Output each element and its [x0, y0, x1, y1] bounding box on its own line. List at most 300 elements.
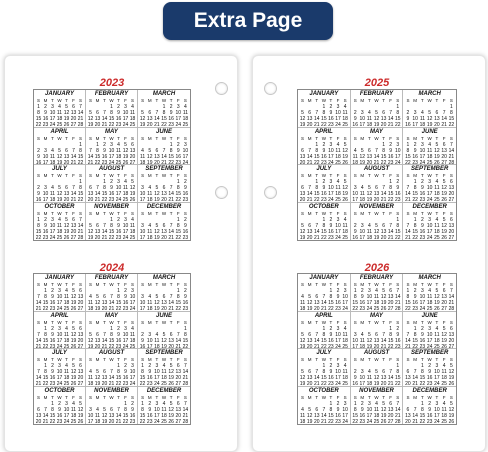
day-number: 6	[96, 110, 99, 116]
day-number: 9	[37, 191, 40, 197]
day-number: 23	[42, 122, 49, 128]
day-number: 26	[70, 381, 77, 387]
day-number: 1	[406, 288, 410, 294]
weekday-letter: S	[78, 135, 82, 141]
day-grid	[404, 363, 455, 387]
day-number: 5	[435, 288, 439, 294]
day-number: 2	[141, 331, 144, 338]
weekday-letter: T	[155, 135, 159, 141]
day-number: 21	[168, 234, 174, 240]
day-number: 16	[352, 234, 358, 240]
weekday-letter: T	[169, 210, 173, 216]
day-number: 8	[51, 406, 54, 413]
day-number: 24	[56, 343, 63, 349]
day-number: 18	[87, 306, 94, 312]
day-number: 10	[359, 228, 366, 235]
day-number: 15	[387, 337, 394, 344]
day-number: 14	[448, 147, 455, 154]
day-number: 23	[328, 122, 334, 128]
weekday-letter: W	[321, 98, 326, 103]
day-number: 22	[328, 418, 334, 424]
year-title: 2023	[99, 77, 125, 89]
weekday-letter: S	[183, 135, 187, 141]
day-number: 10	[359, 375, 366, 381]
month-name: NOVEMBER	[94, 387, 129, 394]
day-number: 20	[70, 116, 77, 122]
day-number: 23	[115, 343, 122, 349]
day-number: 4	[368, 369, 371, 375]
day-number: 13	[129, 147, 136, 154]
day-number: 12	[168, 369, 174, 375]
day-number: 1	[421, 363, 424, 369]
day-number: 8	[322, 331, 326, 338]
day-number: 14	[380, 191, 387, 197]
month-name: DECEMBER	[146, 387, 182, 394]
weekday-letter: S	[141, 98, 145, 103]
day-number: 5	[368, 185, 371, 191]
day-number: 1	[396, 363, 400, 369]
day-number: 21	[380, 197, 387, 203]
day-number: 25	[342, 122, 348, 128]
day-number: 16	[108, 191, 115, 197]
weekday-letter: T	[435, 357, 439, 362]
day-number: 23	[394, 197, 401, 203]
day-number: 23	[56, 418, 63, 424]
day-number: 14	[394, 294, 401, 300]
day-number: 15	[321, 375, 327, 381]
day-number: 18	[161, 412, 167, 419]
day-number: 6	[308, 110, 312, 116]
day-number: 2	[413, 141, 417, 148]
day-number: 14	[441, 116, 447, 122]
day-number: 20	[108, 418, 115, 424]
weekday-letter: W	[321, 282, 326, 287]
day-number: 20	[380, 122, 387, 128]
day-number: 23	[419, 343, 426, 349]
weekday-letter: M	[413, 357, 418, 362]
day-number: 4	[51, 185, 54, 191]
day-number: 20	[299, 197, 306, 203]
day-number: 18	[434, 228, 440, 235]
day-number: 2	[148, 400, 152, 407]
day-number: 5	[442, 325, 446, 332]
weekday-letter: F	[124, 98, 127, 103]
day-number: 21	[77, 116, 84, 122]
month-april	[34, 312, 86, 350]
weekday-letter: S	[36, 282, 40, 287]
day-number: 20	[380, 381, 387, 387]
day-number: 20	[154, 159, 160, 165]
day-number: 3	[184, 141, 187, 148]
day-number: 21	[87, 159, 94, 165]
day-number: 17	[342, 300, 348, 306]
day-number: 9	[353, 116, 357, 122]
day-number: 8	[421, 369, 424, 375]
day-number: 27	[70, 122, 77, 128]
months-grid	[297, 273, 457, 425]
day-number: 13	[77, 331, 84, 338]
weekday-letter: S	[88, 319, 92, 325]
day-number: 18	[426, 153, 433, 160]
day-number: 24	[426, 234, 433, 240]
day-number: 2	[58, 400, 61, 407]
day-number: 4	[65, 325, 68, 332]
day-number: 20	[306, 122, 313, 128]
day-number: 19	[154, 234, 160, 240]
day-number: 15	[419, 412, 426, 419]
day-number: 20	[306, 343, 313, 349]
day-number: 9	[406, 116, 410, 122]
day-number: 6	[382, 222, 385, 229]
weekday-letter: F	[442, 135, 446, 141]
weekday-letter: S	[78, 210, 82, 216]
day-number: 19	[129, 191, 136, 197]
weekday-letter: W	[374, 282, 379, 287]
day-number: 26	[434, 159, 440, 165]
day-number: 10	[146, 337, 153, 344]
weekday-letter: M	[307, 394, 312, 400]
day-number: 6	[406, 406, 410, 413]
day-number: 11	[63, 331, 70, 338]
weekday-letter: S	[301, 282, 305, 287]
day-number: 24	[122, 343, 129, 349]
day-number: 22	[77, 197, 84, 203]
day-number: 11	[299, 300, 306, 306]
day-number: 10	[335, 369, 341, 375]
day-number: 10	[115, 185, 122, 191]
day-number: 4	[155, 331, 159, 338]
day-number: 6	[110, 406, 113, 413]
day-number: 12	[146, 153, 153, 160]
day-number: 17	[335, 375, 341, 381]
weekday-letter: M	[147, 357, 152, 362]
day-number: 10	[42, 191, 49, 197]
day-number: 11	[434, 331, 440, 338]
month-july	[34, 349, 86, 387]
weekday-letter: S	[301, 394, 305, 400]
day-number: 17	[352, 197, 358, 203]
day-number: 21	[321, 306, 327, 312]
day-number: 7	[315, 110, 319, 116]
day-number: 19	[342, 191, 348, 197]
day-number: 12	[366, 337, 373, 344]
weekday-letter: T	[421, 210, 424, 216]
day-number: 5	[375, 369, 378, 375]
day-number: 10	[394, 147, 401, 154]
day-number: 13	[306, 375, 313, 381]
weekday-letter: M	[413, 282, 418, 287]
weekday-letter: S	[396, 135, 400, 141]
day-number: 14	[42, 412, 49, 419]
day-number: 15	[94, 153, 101, 160]
day-number: 8	[117, 294, 120, 300]
day-number: 1	[406, 141, 410, 148]
day-number: 24	[56, 381, 63, 387]
day-number: 7	[155, 110, 159, 116]
weekday-letter: S	[343, 135, 347, 141]
day-number: 19	[154, 306, 160, 312]
day-number: 14	[306, 191, 313, 197]
month-august	[86, 349, 138, 387]
weekday-letter: W	[374, 135, 379, 141]
day-number: 2	[353, 222, 357, 229]
day-number: 3	[141, 185, 144, 191]
day-number: 1	[37, 104, 40, 110]
day-number: 11	[115, 147, 122, 154]
day-number: 18	[129, 337, 136, 344]
day-number: 26	[168, 418, 174, 424]
day-number: 6	[65, 185, 68, 191]
weekday-letter: T	[65, 135, 68, 141]
day-number: 3	[353, 331, 357, 338]
day-number: 20	[175, 412, 182, 419]
day-number: 19	[380, 412, 387, 419]
day-number: 9	[336, 406, 340, 413]
day-number: 2	[131, 400, 134, 407]
day-number: 22	[115, 381, 122, 387]
day-number: 10	[122, 110, 129, 116]
day-number: 9	[148, 369, 152, 375]
day-number: 6	[449, 179, 453, 185]
weekday-letter: M	[95, 319, 100, 325]
weekday-letter: M	[360, 173, 365, 178]
day-number: 19	[56, 197, 63, 203]
day-number: 2	[37, 185, 40, 191]
day-number: 22	[352, 418, 358, 424]
day-number: 17	[56, 337, 63, 344]
day-number: 18	[373, 412, 380, 419]
day-number: 5	[65, 216, 68, 223]
day-number: 23	[175, 159, 182, 165]
day-number: 23	[182, 234, 189, 240]
month-name: JANUARY	[309, 275, 339, 281]
day-number: 22	[108, 234, 115, 240]
month-february	[86, 274, 138, 312]
month-name: AUGUST	[363, 350, 390, 356]
day-number: 2	[360, 400, 364, 407]
day-number: 15	[412, 191, 418, 197]
day-number: 17	[328, 153, 334, 160]
day-number: 12	[94, 300, 101, 306]
month-name: JULY	[316, 166, 332, 172]
day-number: 12	[373, 116, 380, 122]
day-number: 14	[35, 337, 42, 344]
day-number: 18	[56, 228, 63, 235]
weekday-letter: S	[449, 319, 453, 325]
day-number: 1	[413, 179, 417, 185]
day-number: 20	[161, 234, 167, 240]
weekday-letter: T	[421, 98, 424, 103]
day-number: 14	[168, 228, 174, 235]
day-number: 21	[321, 418, 327, 424]
day-number: 10	[434, 369, 440, 375]
day-number: 5	[72, 363, 75, 369]
day-number: 26	[63, 122, 70, 128]
weekday-letter: T	[435, 319, 439, 325]
weekday-letter: M	[413, 319, 418, 325]
day-number: 14	[161, 153, 167, 160]
weekday-letter: F	[442, 319, 446, 325]
day-number: 6	[375, 331, 378, 338]
day-number: 21	[35, 343, 42, 349]
weekday-letter: S	[301, 319, 305, 325]
day-number: 11	[161, 369, 167, 375]
day-number: 17	[359, 234, 366, 240]
day-number: 18	[70, 412, 77, 419]
day-number: 7	[449, 288, 453, 294]
weekday-letter: T	[51, 210, 54, 216]
day-number: 5	[375, 110, 378, 116]
weekday-letter: F	[442, 394, 446, 400]
day-number: 16	[352, 381, 358, 387]
day-number: 9	[353, 228, 357, 235]
day-number: 19	[63, 116, 70, 122]
weekday-letter: F	[124, 135, 127, 141]
weekday-letter: S	[343, 319, 347, 325]
day-number: 16	[182, 300, 189, 306]
day-number: 22	[42, 306, 49, 312]
day-number: 2	[421, 325, 424, 332]
day-number: 16	[359, 412, 366, 419]
weekday-letter: W	[109, 282, 114, 287]
day-number: 27	[448, 343, 455, 349]
day-number: 3	[176, 104, 180, 110]
day-number: 8	[110, 331, 113, 338]
weekday-letter: S	[36, 98, 40, 103]
day-number: 8	[176, 185, 180, 191]
day-number: 20	[35, 418, 42, 424]
day-number: 13	[434, 116, 440, 122]
weekday-letter: S	[396, 282, 400, 287]
day-number: 11	[342, 331, 348, 338]
day-number: 4	[360, 185, 364, 191]
day-number: 11	[359, 337, 365, 344]
day-number: 24	[434, 418, 440, 424]
day-number: 4	[58, 104, 61, 110]
month-name: MARCH	[418, 91, 441, 97]
day-number: 4	[162, 400, 166, 407]
day-number: 6	[449, 216, 453, 223]
day-number: 8	[353, 406, 357, 413]
day-number: 13	[373, 337, 380, 344]
weekday-letter: S	[183, 173, 187, 178]
day-number: 1	[37, 216, 40, 223]
weekday-letter: T	[329, 135, 333, 141]
day-number: 12	[94, 375, 101, 381]
day-number: 11	[427, 294, 433, 300]
day-number: 23	[359, 418, 366, 424]
day-number: 10	[342, 294, 348, 300]
day-number: 21	[306, 197, 313, 203]
day-number: 6	[389, 288, 393, 294]
weekday-letter: M	[95, 394, 100, 400]
month-name: MAY	[370, 128, 383, 135]
weekday-letter: T	[117, 210, 120, 216]
day-number: 26	[448, 418, 455, 424]
day-number: 16	[42, 116, 49, 122]
weekday-letter: W	[427, 357, 432, 362]
weekday-letter: F	[389, 98, 393, 103]
month-june	[403, 312, 456, 350]
day-number: 1	[176, 179, 180, 185]
weekday-letter: T	[368, 210, 371, 216]
day-number: 21	[387, 234, 394, 240]
month-name: JULY	[316, 350, 332, 356]
day-number: 5	[155, 185, 159, 191]
day-number: 1	[110, 216, 113, 223]
day-number: 19	[306, 418, 313, 424]
month-name: SEPTEMBER	[145, 350, 183, 356]
day-number: 9	[336, 294, 340, 300]
day-number: 2	[103, 141, 106, 148]
day-number: 4	[124, 179, 127, 185]
day-number: 17	[342, 412, 348, 419]
day-number: 22	[313, 159, 320, 165]
weekday-letter: M	[43, 173, 48, 178]
day-number: 5	[103, 406, 106, 413]
day-number: 18	[139, 159, 146, 165]
day-number: 1	[51, 400, 54, 407]
day-number: 17	[139, 234, 146, 240]
day-number: 21	[101, 234, 108, 240]
day-number: 10	[154, 369, 160, 375]
day-number: 9	[44, 222, 47, 229]
day-number: 21	[35, 381, 42, 387]
day-number: 16	[146, 412, 153, 419]
day-number: 16	[35, 197, 42, 203]
day-number: 22	[168, 159, 174, 165]
day-number: 9	[184, 294, 187, 300]
month-name: OCTOBER	[308, 203, 339, 210]
day-number: 10	[122, 331, 129, 338]
day-number: 19	[373, 381, 380, 387]
day-number: 21	[405, 197, 411, 203]
weekday-letter: F	[442, 98, 446, 103]
day-number: 25	[342, 343, 348, 349]
day-number: 15	[115, 300, 122, 306]
day-number: 6	[79, 363, 82, 369]
weekday-letter: W	[427, 210, 432, 216]
day-number: 10	[108, 147, 115, 154]
weekday-letter: T	[169, 135, 173, 141]
day-number: 11	[182, 110, 189, 116]
day-number: 16	[387, 153, 394, 160]
day-number: 1	[79, 141, 82, 148]
day-number: 26	[441, 343, 447, 349]
day-number: 3	[124, 216, 127, 223]
binder-hole-top	[264, 82, 277, 95]
weekday-letter: M	[43, 135, 48, 141]
day-number: 19	[299, 122, 306, 128]
day-number: 10	[56, 369, 63, 375]
day-number: 26	[168, 381, 174, 387]
weekday-letter: S	[301, 357, 305, 362]
weekday-letter: W	[374, 394, 379, 400]
day-number: 1	[184, 325, 187, 332]
day-number: 21	[306, 159, 313, 165]
day-number: 24	[115, 197, 122, 203]
weekday-letter: T	[368, 394, 371, 400]
weekday-letter: W	[161, 173, 167, 178]
weekday-letter: F	[72, 319, 75, 325]
day-number: 7	[184, 363, 187, 369]
day-number: 13	[70, 110, 77, 116]
weekday-letter: T	[103, 282, 106, 287]
weekday-letter: S	[343, 357, 347, 362]
day-number: 8	[396, 222, 400, 229]
day-number: 25	[129, 343, 136, 349]
weekday-letter: S	[449, 210, 453, 216]
